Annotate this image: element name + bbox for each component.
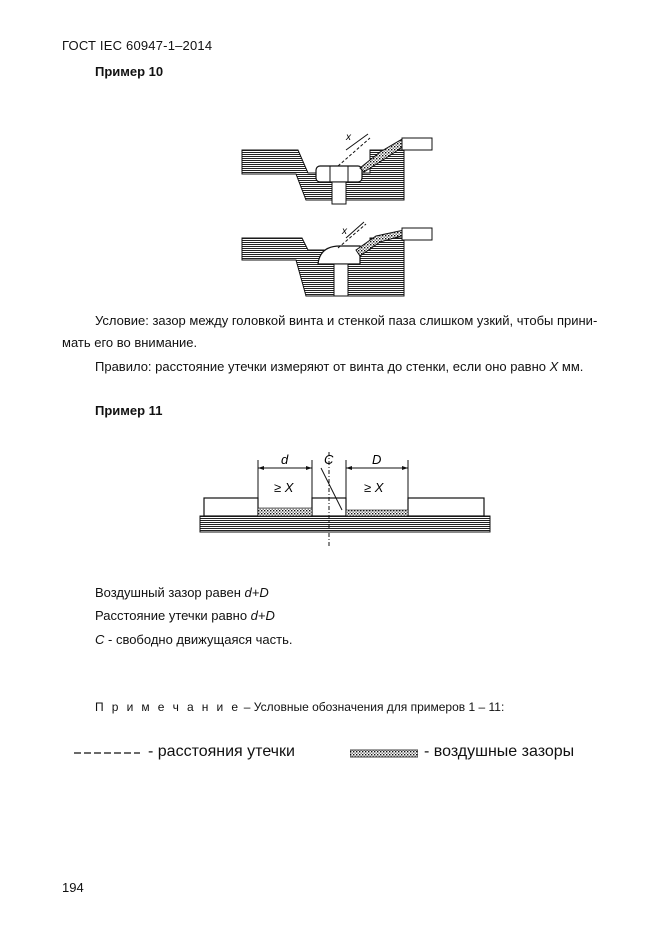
example-11-figure	[186, 450, 498, 550]
clearance-gap-left	[258, 508, 312, 516]
example-10-title: Пример 10	[95, 64, 164, 79]
clearance-legend-symbol	[350, 748, 418, 758]
example-10-figure-2	[238, 220, 438, 300]
creepage-statement: Расстояние утечки равно d+D	[95, 608, 275, 623]
arrow-head	[346, 466, 352, 470]
example-11-title: Пример 11	[95, 403, 163, 418]
slot-groove	[242, 238, 404, 296]
condition-line-2: мать его во внимание.	[62, 335, 198, 350]
arrow-head	[306, 466, 312, 470]
clearance-legend-label: - воздушные зазоры	[424, 743, 575, 760]
moving-part-statement: C - свободно движущаяся часть.	[95, 632, 293, 647]
label-D: D	[372, 452, 382, 467]
rule-paragraph: Правило: расстояние утечки измеряют от винта до стенки, если оно равно X мм.	[95, 359, 584, 374]
note: П р и м е ч а н и е – Условные обозначения для примеров 1 – 11:	[95, 700, 505, 714]
clearance-gap-right	[346, 510, 408, 516]
left-block	[204, 498, 258, 516]
creepage-legend-symbol	[72, 748, 142, 758]
label-ge-x-right: ≥ X	[364, 480, 384, 495]
dimension-line	[346, 222, 364, 238]
dimension-label-x: x	[342, 226, 347, 237]
document-header: ГОСТ IEC 60947-1–2014	[62, 38, 213, 53]
clearance-statement: Воздушный зазор равен d+D	[95, 585, 269, 600]
example-10-figure-1	[238, 128, 438, 208]
creepage-line	[338, 138, 370, 166]
label-C: C	[324, 452, 334, 467]
creepage-legend-label: - расстояния утечки	[148, 743, 295, 760]
label-ge-x-left: ≥ X	[274, 480, 294, 495]
base-plate	[200, 516, 490, 532]
arrow-head	[258, 466, 264, 470]
right-block	[408, 498, 484, 516]
condition-line-1: Условие: зазор между головкой винта и стенкой паза слишком узкий, чтобы прини-	[95, 313, 598, 328]
arrow-head	[402, 466, 408, 470]
dimension-label-x: x	[346, 132, 351, 143]
page-number: 194	[62, 880, 84, 895]
label-d: d	[281, 452, 289, 467]
